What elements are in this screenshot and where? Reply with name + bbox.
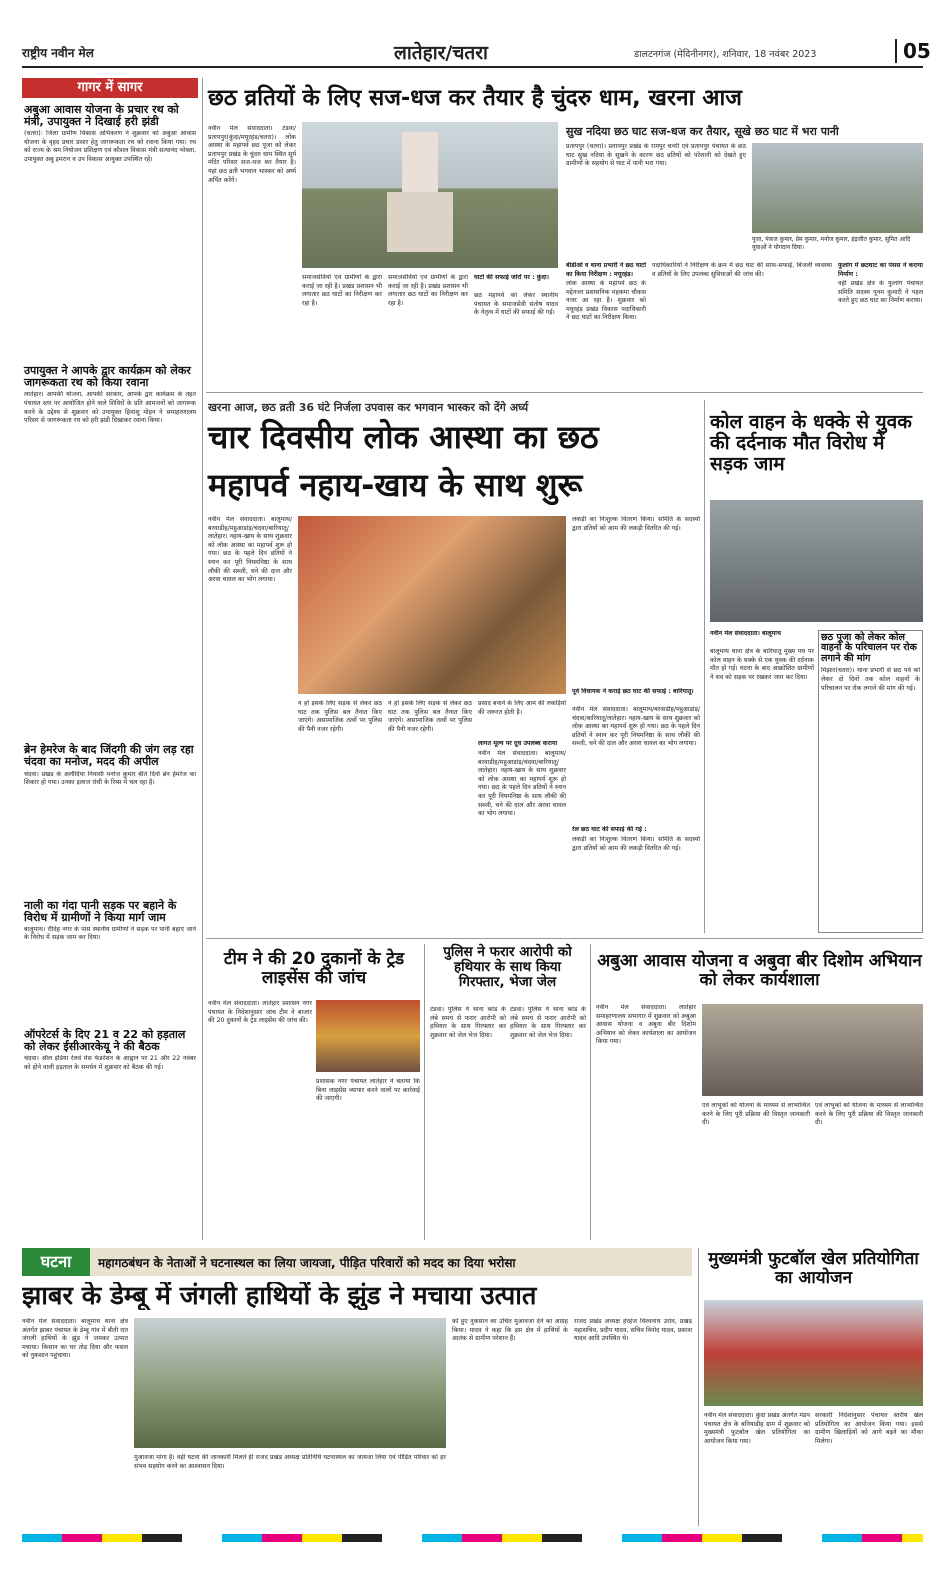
elephant-damage-photo bbox=[134, 1318, 446, 1448]
ghatna-text-2: मुआवजा मांगा है। वहीं घटना की जानकारी मिलते ही राजद प्रखंड अध्यक्ष प्रतिनिधि घटनास्थल का जायजा लिया एवं पीड़ित परिवार को हर संभव सहयोग करने का आश्वासन दिया। bbox=[134, 1454, 446, 1470]
section-title: लातेहार/चतरा bbox=[394, 42, 488, 64]
coal-headline: कोल वाहन के धक्के से युवक की दर्दनाक मौत विरोध में सड़क जाम bbox=[710, 411, 912, 475]
left-item-headline: अबुआ आवास योजना के प्रचार रथ को मंत्री, उपायुक्त ने दिखाई हरी झंडी bbox=[24, 103, 179, 129]
abua-text-2: एवं लाभुकों को योजना के माध्यम से लाभान्वित करने के लिए पूरी प्रक्रिया की विस्तृत जानकारी दी। bbox=[702, 1102, 810, 1127]
left-item-text: (चतरा): जिला ग्रामीण विकास अभिकरण ने शुक्रवार को अबुआ आवास योजना के वृहद प्रचार प्रसार हेतु जागरूकता रथ को रवाना किया गया। रथ को राज्य के श्रम नियोजन प्रशिक्षण एवं कौशल विकास मंत्री सत्यानंद भोक्ता, उपायुक्त अबु इमरान व उप विकास आयुक्त उपस्थित रहे। bbox=[24, 130, 196, 163]
top-col3-head: घाटों की सफाई जोरों पर : कुंदा। bbox=[474, 274, 549, 281]
left-item-text: चंदवा। ऑल इंडिया रेलवे मेंस फेडरेशन के आह्वान पर 21 और 22 नवंबर को होने वाली हड़ताल के समर्थन में शुक्रवार को बैठक की गई। bbox=[24, 1054, 196, 1071]
main-col2b: न हो इसके लिए सड़क से लेकर छठ घाट तक पुलिस बल तैनात किए जाएंगे। असामाजिक तत्वों पर पुलिस की पैनी नजर रहेगी। bbox=[388, 700, 472, 733]
coal-side-text: मिझार(चतरा)। थाना प्रभारी से छठ पर्व को लेकर दो दिनों तक कोल वाहनों के परिचालन पर रोक लगाने की मांग की गई। bbox=[821, 667, 920, 692]
ghatna-bar bbox=[22, 1248, 692, 1276]
main-col3: प्रसाद बनाने के लिए आम की लकड़ियों की जरूरत होती है। bbox=[478, 700, 566, 716]
left-item-headline: नाली का गंदा पानी सड़क पर बहाने के विरोध में ग्रामीणों ने किया मार्ग जाम bbox=[24, 898, 177, 924]
workshop-photo bbox=[702, 1004, 923, 1096]
top-col2: समाजसेवियों एवं ग्रामीणों के द्वारा कराई जा रही है। प्रखंड प्रशासन भी लगातार छठ घाटों का निरीक्षण कर रहा है। bbox=[302, 274, 382, 307]
left-item-headline: उपायुक्त ने आपके द्वार कार्यक्रम को लेकर जागरूकता रथ को किया रवाना bbox=[24, 364, 191, 390]
football-text-2: सरकारी निर्देशानुसार पंचायत स्तरीय खेल प्रतियोगिता का आयोजन किया गया। इससे ग्रामीण खिलाड़ियों को आगे बढ़ने का मौका मिलेगा। bbox=[815, 1412, 923, 1445]
fulang-head: फुलांग में छठघाट का पंसस ने कराया निर्माण : bbox=[838, 262, 923, 278]
shop-photo bbox=[316, 1000, 420, 1072]
bdo-head: बीडीओ व थाना प्रभारी ने छठ घाटों का किया निरीक्षण : मयूरहंड। bbox=[566, 262, 646, 278]
masthead bbox=[22, 38, 931, 68]
ghatna-text-4: राजद प्रखंड अध्यक्ष हेरहंज विश्वनाथ उरांव, प्रखंड महासचिव, प्रदीप यादव, सचिव विनोद यादव, प्रकाश यादव आदि उपस्थित थे। bbox=[574, 1318, 692, 1343]
coal-sidebar bbox=[818, 630, 923, 933]
page-number: 05 bbox=[895, 39, 931, 63]
road-jam-photo bbox=[710, 500, 923, 622]
top-right-text: प्रतापपुर (चतरा)। प्रतापपुर प्रखंड के रामपुर चनरी एवं प्रतापपुर पंचायत के छठ घाट सुख नदिया के सूखने के कारण छठ व्रतियों को परेशानी को देखते हुए ग्रामीणों के सहयोग से घाट में पानी भरा गया। bbox=[566, 143, 746, 168]
coal-side-head: छठ पूजा को लेकर कोल वाहनों के परिचालन पर रोक लगाने की मांग bbox=[821, 632, 917, 664]
police-text-2: टंडवा। पुलिस ने थाना कांड के लंबे समय से फरार आरोपी को हथियार के साथ गिरफ्तार कर शुक्रवार को जेल भेज दिया। bbox=[510, 1006, 586, 1039]
main-col4b: नवीन मेल संवाददाता। बालूमाथ/बरवाडीह/महुआडांड़/चंदवा/बारियातू/लातेहार। नहाय-खाय के साथ शुक्रवार को लोक आस्था का महापर्व शुरू हो गया। छठ के पहले दिन व्रतियों ने स्नान कर पूरी नियमनिष्ठा के साथ लौकी की सब्जी, चने की दाल और अरवा चावल का भोग लगाया। bbox=[572, 706, 700, 748]
main-lead: नवीन मेल संवाददाता। बालूमाथ/बरवाडीह/महुआडांड़/चंदवा/बारियातू/लातेहार। नहाय-खाय के साथ शुक्रवार को लोक आस्था का महापर्व शुरू हो गया। छठ के पहले दिन व्रतियों ने स्नान कर पूरी नियमनिष्ठा के साथ लौकी की सब्जी, चने की दाल और अरवा चावल का भोग लगाया। bbox=[208, 516, 292, 584]
top-headline: छठ व्रतियों के लिए सज-धज कर तैयार है चुंदरु धाम, खरना आज bbox=[208, 85, 742, 111]
abua-text-3: एवं लाभुकों को योजना के माध्यम से लाभान्वित करने के लिए पूरी प्रक्रिया की विस्तृत जानकारी दी। bbox=[815, 1102, 923, 1127]
paper-name: राष्ट्रीय नवीन मेल bbox=[22, 46, 94, 60]
main-headline-2: महापर्व नहाय-खाय के साथ शुरू bbox=[208, 466, 583, 504]
main-headline-1: चार दिवसीय लोक आस्था का छठ bbox=[208, 418, 599, 456]
coal-text: बालूमाथ थाना क्षेत्र के बारियातू मुख्य पथ पर कोल वाहन के धक्के से एक युवक की दर्दनाक मौत हो गई। घटना के बाद आक्रोशित ग्रामीणों ने शव को सड़क पर रखकर जाम कर दिया। bbox=[710, 648, 814, 681]
abua-text: नवीन मेल संवाददाता। लातेहार समाहरणालय सभागार में शुक्रवार को अबुआ आवास योजना व अबुवा बीर दिशोम अभियान को लेकर कार्यशाला का आयोजन किया गया। bbox=[596, 1004, 696, 1046]
main-col3-head: लागत मूल्य पर दूध उपलब्ध कराया bbox=[478, 740, 558, 747]
football-team-photo bbox=[704, 1300, 923, 1406]
top-right-sub: सुख नदिया छठ घाट सज-धज कर तैयार, सूखे छठ घाट में भरा पानी bbox=[566, 125, 839, 138]
football-text: नवीन मेल संवाददाता। कुंदा प्रखंड अंतर्गत मंडप पंचायत क्षेत्र के बनियाडीह ग्राम में शुक्रवार को मुख्यमंत्री फुटबॉल खेल प्रतियोगिता का आयोजन किया गया। bbox=[704, 1412, 810, 1445]
chundru-temple-photo bbox=[302, 122, 558, 268]
ghatna-text-3: को हुए नुकसान का उचित मुआवजा देने का आग्रह किया। यादव ने कहा कि इस क्षेत्र में हाथियों के आतंक से ग्रामीण परेशान हैं। bbox=[452, 1318, 568, 1343]
ghatna-headline: झाबर के डेम्बू में जंगली हाथियों के झुंड ने मचाया उत्पात bbox=[22, 1282, 537, 1311]
main-col4: लकड़ी का निःशुल्क वितरण किया। समिति के सदस्यों द्वारा व्रतियों को आम की लकड़ी वितरित की गई। bbox=[572, 516, 700, 532]
football-headline: मुख्यमंत्री फुटबॉल खेल प्रतियोगिता का आयोजन bbox=[708, 1249, 919, 1288]
top-col2b: समाजसेवियों एवं ग्रामीणों के द्वारा कराई जा रही है। प्रखंड प्रशासन भी लगातार छठ घाटों का निरीक्षण कर रहा है। bbox=[388, 274, 468, 307]
chhat-ghat-photo bbox=[752, 143, 923, 233]
top-col3: छठ महापर्व को लेकर स्थानीय पंचायत के समाजसेवी संतोष यादव के नेतृत्व में घाटों की सफाई की गई। bbox=[474, 292, 558, 317]
coal-lead: नवीन मेल संवाददाता। बालूमाथ bbox=[710, 630, 781, 637]
ghatna-label: घटना bbox=[22, 1248, 90, 1276]
dateline: डालटनगंज (मेदिनीनगर), शनिवार, 18 नवंबर 2023 bbox=[634, 49, 817, 60]
main-col4-head: पूर्व विधायक ने कराई छठ घाट की सफाई : बारियातू। bbox=[572, 688, 694, 695]
abua-headline: अबुआ आवास योजना व अबुवा बीर दिशोम अभियान को लेकर कार्यशाला bbox=[597, 951, 922, 990]
left-item-text: चंदवा। प्रखंड के अलौदिया निवासी मनोज कुमार बीते दिनों ब्रेन हेमरेज का शिकार हो गया। उनका इलाज रांची के रिम्स में चल रहा है। bbox=[24, 770, 196, 787]
left-column bbox=[22, 78, 198, 1240]
fulang-text: वहीं प्रखंड क्षेत्र के फुलांग पंचायत समिति सदस्य पूनम कुमारी ने पहल करते हुए छठ घाट का निर्माण कराया। bbox=[838, 280, 923, 305]
nahay-khay-photo bbox=[298, 516, 566, 694]
left-item-text: लातेहार। आपकी योजना, आपकी सरकार, आपके द्वार कार्यक्रम के तहत पंचायत स्तर पर आयोजित होने वाले शिविरों के प्रति आमजनों को जागरूक करने के उद्देश्य से शुक्रवार को उपायुक्त हिमांशु मोहन ने समाहरणालय परिसर से जागरूकता रथ को हरी झंडी दिखाकर रवाना किया। bbox=[24, 391, 196, 425]
trade-headline: टीम ने की 20 दुकानों के ट्रेड लाइसेंस की जांच bbox=[223, 949, 405, 988]
police-headline: पुलिस ने फरार आरोपी को हथियार के साथ किया गिरफ्तार, भेजा जेल bbox=[443, 944, 572, 990]
ghatna-text: नवीन मेल संवाददाता। बालूमाथ थाना क्षेत्र अंतर्गत झाबर पंचायत के डेम्बू गांव में बीती रात जंगली हाथियों के झुंड ने जमकर उत्पात मचाया। किसान का घर तोड़ दिया और फसल को नुकसान पहुंचाया। bbox=[22, 1318, 128, 1360]
police-text: टंडवा। पुलिस ने थाना कांड के लंबे समय से फरार आरोपी को हथियार के साथ गिरफ्तार कर शुक्रवार को जेल भेज दिया। bbox=[430, 1006, 506, 1039]
photo-caption: पूजा, पंकज कुमार, प्रेम कुमार, मनोज कुमार, इंद्रजीत कुमार, सुमित आदि युवाओं ने योगदान दिया। bbox=[752, 236, 911, 251]
main-col4-head2: रेल छठ घाट की सफाई की गई : bbox=[572, 826, 647, 833]
trade-text-2: प्रशासक नगर पंचायत लातेहार ने बताया कि बिना लाइसेंस व्यापार करने वालों पर कार्रवाई की जाएगी। bbox=[316, 1078, 420, 1103]
main-col4c: लकड़ी का निःशुल्क वितरण किया। समिति के सदस्यों द्वारा व्रतियों को आम की लकड़ी वितरित की गई। bbox=[572, 836, 700, 852]
color-registration-bar bbox=[22, 1534, 923, 1542]
trade-text: नवीन मेल संवाददाता। लातेहार प्रशासन नगर पंचायत के निदेशानुसार जांच टीम ने बाजार की 20 दुकानों के ट्रेड लाइसेंस की जांच की। bbox=[208, 1000, 312, 1025]
gagar-box: गागर में सागर bbox=[22, 78, 198, 98]
left-item-headline: ब्रेन हेमरेज के बाद जिंदगी की जंग लड़ रहा चंदवा का मनोज, मदद की अपील bbox=[24, 743, 194, 769]
left-item-headline: ऑपरेटर्स के दिए 21 व 22 को हड़ताल को लेकर ईसीआरकेयू ने की बैठक bbox=[24, 1027, 186, 1053]
left-item-text: बालूमाथ। रौंदिह नगर के पास स्थानीय ग्रामीणों ने सड़क पर पानी बहाए जाने के विरोध में सड़क जाम कर दिया। bbox=[24, 925, 196, 942]
officials-text: पदाधिकारियों ने निरीक्षण के क्रम में छठ घाट की साफ-सफाई, बिजली व्यवस्था व व्रतियों के लिए उपलब्ध सुविधाओं की जांच की। bbox=[652, 262, 832, 278]
bdo-text: लोक आस्था के महापर्व छठ के मद्देनजर प्रशासनिक महकमा चौकस नजर आ रहा है। शुक्रवार को मयूरहंड प्रखंड विकास पदाधिकारी ने छठ घाटों का निरीक्षण किया। bbox=[566, 280, 646, 322]
ghatna-kicker: महागठबंधन के नेताओं ने घटनास्थल का लिया जायजा, पीड़ित परिवारों को मदद का दिया भरोसा bbox=[98, 1256, 516, 1270]
main-col3b: नवीन मेल संवाददाता। बालूमाथ/बरवाडीह/महुआडांड़/चंदवा/बारियातू/लातेहार। नहाय-खाय के साथ शुक्रवार को लोक आस्था का महापर्व शुरू हो गया। छठ के पहले दिन व्रतियों ने स्नान कर पूरी नियमनिष्ठा के साथ लौकी की सब्जी, चने की दाल और अरवा चावल का भोग लगाया। bbox=[478, 750, 566, 818]
main-kicker: खरना आज, छठ व्रती 36 घंटे निर्जला उपवास कर भगवान भास्कर को देंगे अर्घ्य bbox=[208, 401, 529, 414]
main-col2: न हो इसके लिए सड़क से लेकर छठ घाट तक पुलिस बल तैनात किए जाएंगे। असामाजिक तत्वों पर पुलिस की पैनी नजर रहेगी। bbox=[298, 700, 382, 733]
top-lead: नवीन मेल संवाददाता। टंडवा/प्रतापपुर(कुंदा/मयूरहंड/चतरा)। लोक आस्था के महापर्व छठ पूजा को लेकर प्रतापपुर प्रखंड के चुंदरु धाम स्थित सूर्य मंदिर परिसर सज-धज कर तैयार है। यहां छठ व्रती भगवान भास्कर को अर्घ्य अर्पित करेंगे। bbox=[208, 125, 296, 184]
